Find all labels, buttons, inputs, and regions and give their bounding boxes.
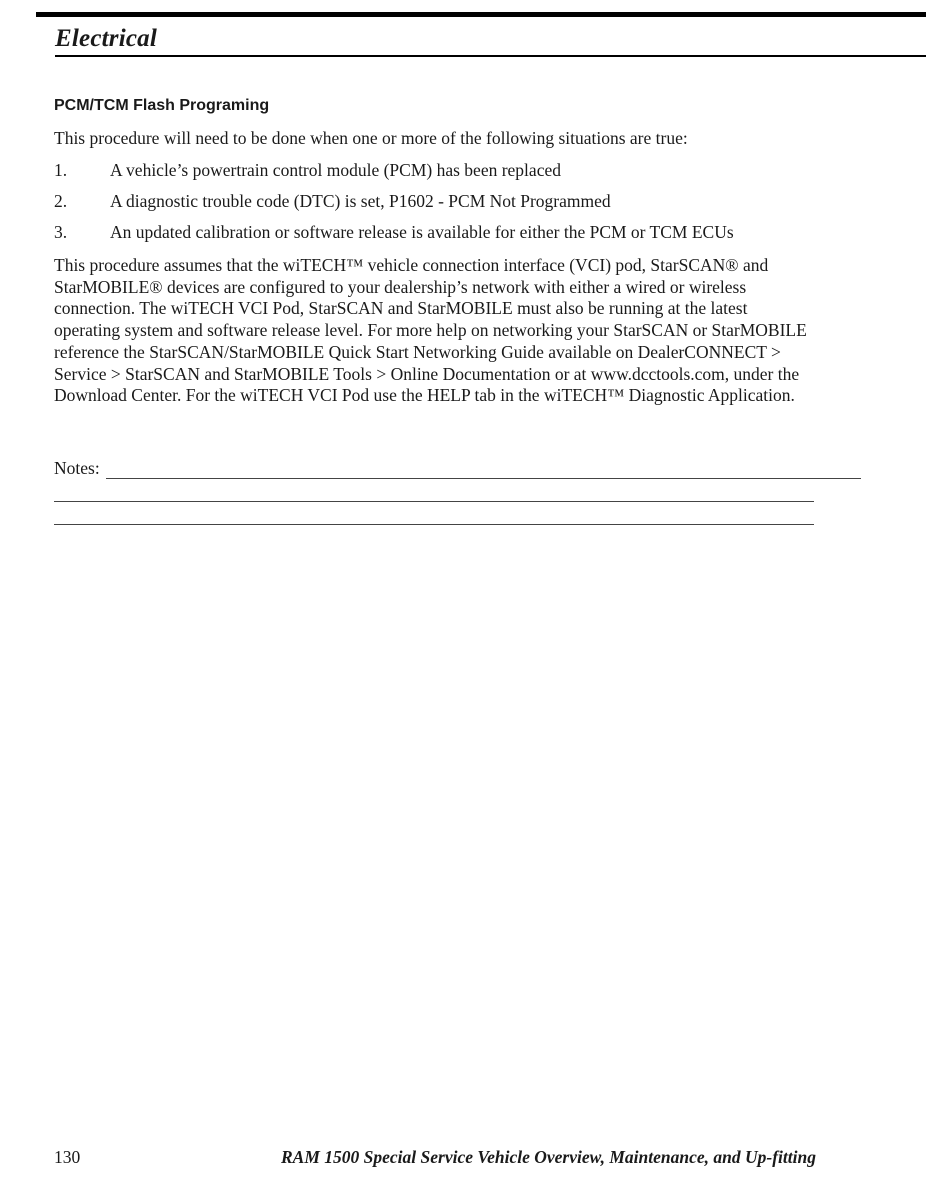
list-item — [54, 159, 868, 181]
intro-paragraph: This procedure will need to be done when one or more of the following situations are true: — [54, 128, 688, 148]
list-item — [54, 221, 868, 243]
list-item-number: 1. — [54, 160, 68, 180]
section-title: Electrical — [55, 25, 157, 52]
article-heading: PCM/TCM Flash Programing — [54, 97, 270, 114]
body-paragraph: This procedure assumes that the wiTECH™ vehicle connection interface (VCI) pod, StarSCAN® and StarMOBILE® devices are configured to your dealership’s network with either a wired or wireless connection. The wiTECH VCI Pod, StarSCAN and StarMOBILE must also be running at the latest operating system and software release level. For more help on networking your StarSCAN or StarMOBILE reference the StarSCAN/StarMOBILE Quick Start Networking Guide available on DealerCONNECT > Service > StarSCAN and StarMOBILE Tools > Online Documentation or at www.dcctools.com, under the Download Center. For the wiTECH VCI Pod use the HELP tab in the wiTECH™ Diagnostic Application. — [54, 255, 807, 406]
header-rule-thin — [55, 55, 926, 57]
list-item-text: A vehicle’s powertrain control module (PCM) has been replaced — [110, 160, 561, 180]
notes-section — [54, 455, 868, 525]
notes-write-line — [106, 455, 861, 479]
list-item — [54, 190, 868, 212]
footer-title: RAM 1500 Special Service Vehicle Overview, Maintenance, and Up-fitting — [280, 1147, 816, 1167]
list-item-text: A diagnostic trouble code (DTC) is set, P1602 - PCM Not Programmed — [110, 191, 611, 211]
list-item-number: 2. — [54, 191, 68, 211]
notes-write-line — [54, 479, 814, 502]
page-footer — [54, 1147, 816, 1168]
list-item-number: 3. — [54, 222, 68, 242]
numbered-list — [54, 159, 868, 243]
notes-row — [54, 479, 868, 502]
page-header — [0, 0, 926, 57]
notes-write-line — [54, 502, 814, 525]
notes-label: Notes: — [54, 457, 100, 478]
notes-row — [54, 455, 868, 479]
page-number: 130 — [54, 1147, 81, 1167]
list-item-text: An updated calibration or software release is available for either the PCM or TCM ECUs — [110, 222, 734, 242]
page-content — [0, 97, 926, 525]
notes-row — [54, 502, 868, 525]
